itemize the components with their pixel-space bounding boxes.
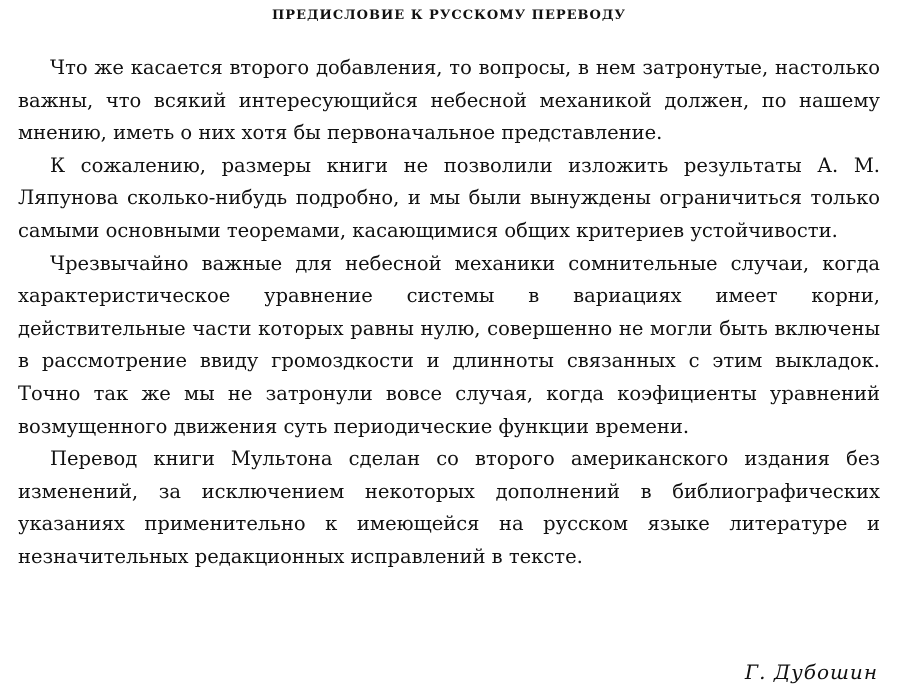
paragraph-1: Что же касается второго добавления, то вопросы, в нем затронутые, настолько важны, что всякий интересующийся небесной механикой должен, по нашему мнению, иметь о них хотя бы первоначальное представление. — [18, 56, 880, 145]
paragraph-2: К сожалению, размеры книги не позволили изложить результаты А. М. Ляпунова сколько-нибудь подробно, и мы были вынуждены ограничиться только самыми основными теоремами, касающимися общих критериев устойчивости. — [18, 153, 880, 242]
running-header: ПРЕДИСЛОВИЕ К РУССКОМУ ПЕРЕВОДУ — [272, 8, 626, 23]
author-signature: Г. Дубошин — [744, 660, 878, 684]
paragraph-4: Перевод книги Мультона сделан со второго американского издания без изменений, за исключением некоторых дополнений в библиографических указаниях применительно к имеющейся на русском языке литературе и незначительных редакционных исправлений в тексте. — [18, 447, 880, 568]
paragraph-3: Чрезвычайно важные для небесной механики сомнительные случаи, когда характеристическое уравнение системы в вариациях имеет корни, действительные части которых равны нулю, совершенно не могли быть включены в рассмотрение ввиду громоздкости и длинноты связанных с этим выкладок. Точно так же мы не затронули вовсе случая, когда коэфициенты уравнений возмущенного движения суть периодические функции времени. — [18, 251, 880, 438]
